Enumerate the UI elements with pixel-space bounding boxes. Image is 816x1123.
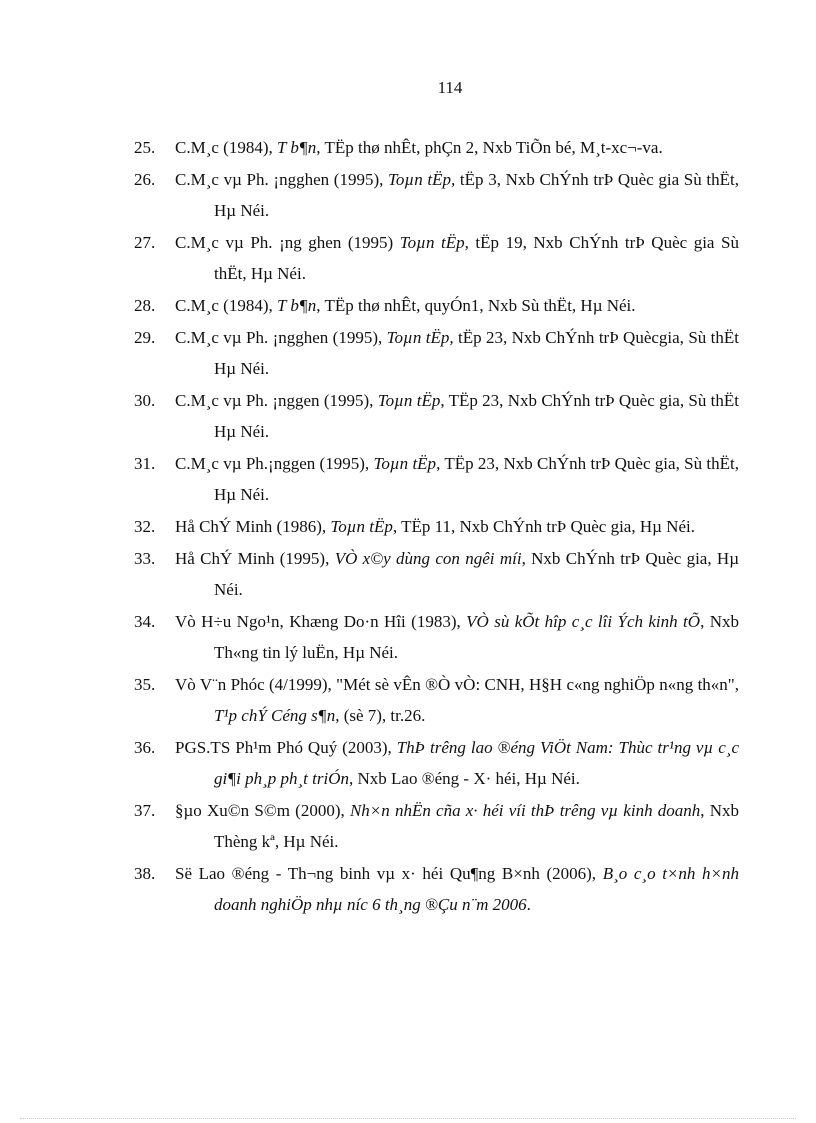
page-number: 114 (437, 78, 463, 97)
reference-details: , TËp 23, Nxb ChÝnh trÞ Quèc gia, Sù thËt, Hµ Néi. (214, 454, 739, 504)
reference-item (134, 511, 739, 542)
reference-title: Toµn tËp, (399, 233, 469, 252)
reference-number: 35. (134, 675, 156, 694)
reference-item (134, 448, 739, 510)
reference-title: VÒ x©y dùng con ngêi míi (334, 549, 522, 568)
reference-title: T b¶n (276, 138, 317, 157)
reference-details: . (526, 895, 531, 914)
reference-author: C.M¸c (1984), (175, 296, 277, 315)
reference-number: 30. (134, 391, 156, 410)
reference-title: ThÞ trêng lao ®éng ViÖt Nam: Thùc tr¹ng vµ c¸c gi¶i ph¸p ph¸t triÓn (214, 738, 739, 788)
reference-title: Toµn tËp, (388, 170, 456, 189)
reference-author: Së Lao ®éng - Th¬ng binh vµ x· héi Qu¶ng B×nh (2006), (175, 864, 603, 883)
reference-author: §µo Xu©n S©m (2000), (175, 801, 350, 820)
reference-title: Toµn tËp, (386, 328, 454, 347)
reference-number: 29. (134, 328, 156, 347)
reference-details: , Nxb Thèng kª, Hµ Néi. (214, 801, 740, 851)
reference-item (134, 132, 739, 163)
reference-details: , (sè 7), tr.26. (335, 706, 426, 725)
reference-item (134, 732, 739, 794)
reference-details: , TËp thø nhÊt, phÇn 2, Nxb TiÕn bé, M¸t-xc¬-va. (316, 138, 663, 157)
reference-item (134, 385, 739, 447)
reference-title: Nh×n nhËn cña x· héi víi thÞ trêng vµ kinh doanh (349, 801, 701, 820)
page-bottom-divider (20, 1118, 796, 1119)
reference-item (134, 227, 739, 289)
reference-item (134, 322, 739, 384)
reference-author: C.M¸c vµ Ph. ¡ngghen (1995), (175, 170, 389, 189)
reference-author: Hå ChÝ Minh (1995), (175, 549, 335, 568)
reference-item (134, 795, 739, 857)
reference-author: C.M¸c vµ Ph. ¡ng ghen (1995) (175, 233, 400, 252)
reference-list (134, 132, 739, 921)
reference-item (134, 543, 739, 605)
reference-number: 28. (134, 296, 156, 315)
reference-details: tËp 23, Nxb ChÝnh trÞ Quècgia, Sù thËt Hµ Néi. (214, 328, 740, 378)
reference-title: T b¶n (276, 296, 317, 315)
reference-title: Toµn tËp (377, 391, 441, 410)
reference-author: C.M¸c vµ Ph. ¡ngghen (1995), (175, 328, 387, 347)
reference-details: tËp 19, Nxb ChÝnh trÞ Quèc gia Sù thËt, Hµ Néi. (214, 233, 739, 283)
reference-number: 31. (134, 454, 156, 473)
reference-details: tËp 3, Nxb ChÝnh trÞ Quèc gia Sù thËt, Hµ Néi. (214, 170, 740, 220)
reference-author: C.M¸c vµ Ph.¡nggen (1995), (175, 454, 374, 473)
reference-number: 37. (134, 801, 156, 820)
reference-details: , TËp thø nhÊt, quyÓn1, Nxb Sù thËt, Hµ Néi. (316, 296, 636, 315)
reference-number: 25. (134, 138, 156, 157)
reference-number: 36. (134, 738, 156, 757)
reference-item (134, 669, 739, 731)
reference-number: 33. (134, 549, 156, 568)
reference-item (134, 606, 739, 668)
reference-author: PGS.TS Ph¹m Phó Quý (2003), (175, 738, 397, 757)
reference-title: VÒ sù kÕt hîp c¸c lîi Ých kinh tÕ (466, 612, 701, 631)
reference-details: , TËp 23, Nxb ChÝnh trÞ Quèc gia, Sù thËt Hµ Néi. (214, 391, 739, 441)
reference-details: , TËp 11, Nxb ChÝnh trÞ Quèc gia, Hµ Néi. (392, 517, 695, 536)
reference-author: Vò V¨n Phóc (4/1999), "Mét sè vÊn ®Ò vÒ: CNH, H§H c«ng nghiÖp n«ng th«n", (175, 675, 739, 694)
reference-details: , Nxb Th«ng tin lý luËn, Hµ Néi. (214, 612, 739, 662)
reference-number: 32. (134, 517, 156, 536)
reference-title: B¸o c¸o t×nh h×nh doanh nghiÖp nhµ níc 6 th¸ng ®Çu n¨m 2006 (214, 864, 739, 914)
reference-author: C.M¸c (1984), (175, 138, 277, 157)
reference-number: 26. (134, 170, 156, 189)
reference-number: 34. (134, 612, 156, 631)
reference-title: Toµn tËp (373, 454, 437, 473)
reference-details: , Nxb ChÝnh trÞ Quèc gia, Hµ Néi. (214, 549, 739, 599)
reference-number: 27. (134, 233, 156, 252)
reference-details: , Nxb Lao ®éng - X· héi, Hµ Néi. (348, 769, 580, 788)
reference-item (134, 164, 739, 226)
reference-title: T¹p chÝ Céng s¶n (214, 706, 336, 725)
reference-author: Hå ChÝ Minh (1986), (175, 517, 331, 536)
reference-author: Vò H÷u Ngo¹n, Khæng Do·n Hîi (1983), (175, 612, 467, 631)
reference-author: C.M¸c vµ Ph. ¡nggen (1995), (175, 391, 378, 410)
reference-item (134, 290, 739, 321)
reference-item (134, 858, 739, 920)
reference-title: Toµn tËp (330, 517, 393, 536)
reference-number: 38. (134, 864, 156, 883)
